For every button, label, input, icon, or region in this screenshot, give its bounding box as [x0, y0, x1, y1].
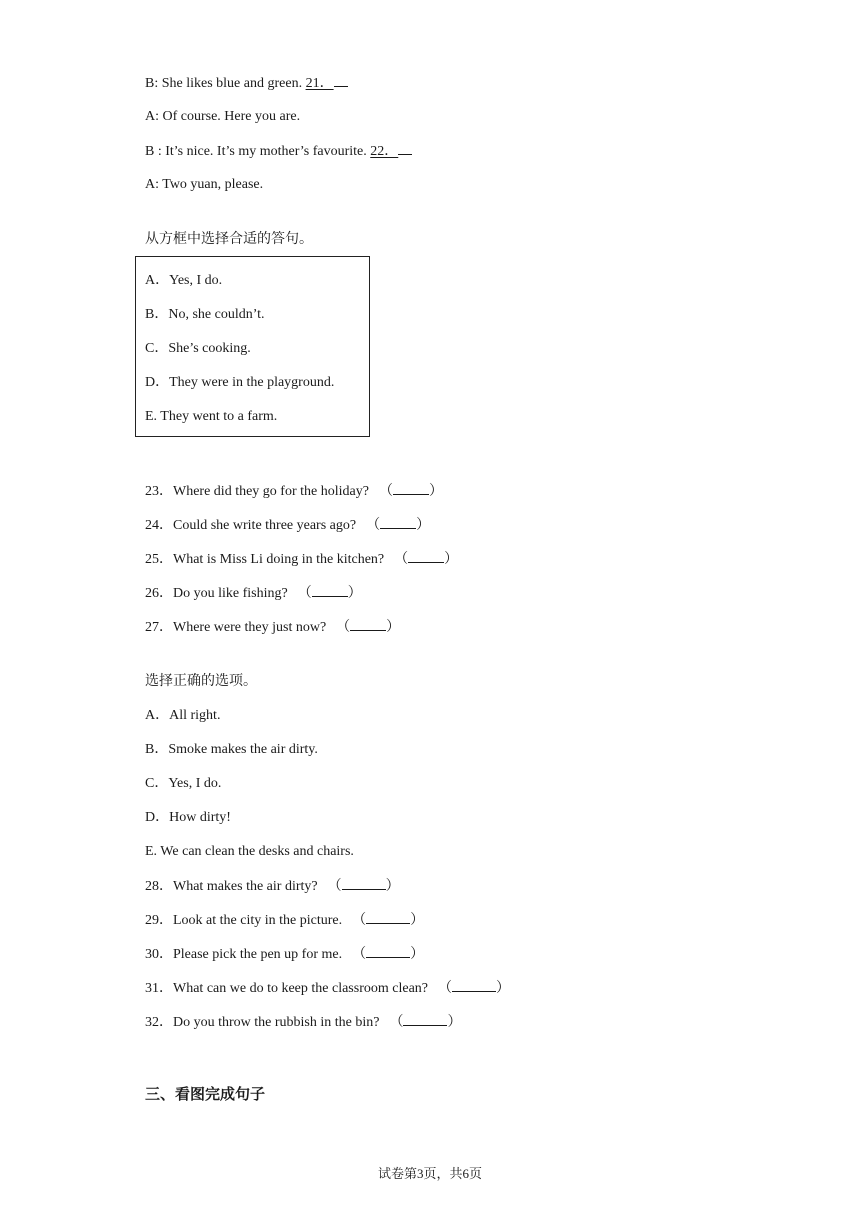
question-32	[145, 1012, 461, 1032]
question-text: 26．Do you like fishing?	[145, 586, 288, 601]
answer-blank-26[interactable]	[312, 583, 348, 597]
paren-close: ）	[386, 620, 401, 635]
question-text: 31．What can we do to keep the classroom clean?	[145, 981, 429, 996]
dialogue-line: A: Of course. Here you are.	[145, 109, 301, 124]
dialogue-line-21	[145, 74, 348, 93]
question-31	[145, 978, 510, 998]
paren-close: ）	[416, 518, 431, 533]
option-a: A．All right.	[145, 708, 221, 723]
paren-close: ）	[385, 879, 400, 894]
question-text: 32．Do you throw the rubbish in the bin?	[145, 1015, 380, 1030]
answer-blank-25[interactable]	[408, 549, 444, 563]
paren-open: （	[352, 947, 367, 962]
paren-close: ）	[428, 484, 443, 499]
paren-open: （	[297, 586, 312, 601]
answer-blank-30[interactable]	[366, 944, 410, 958]
paren-open: （	[438, 981, 453, 996]
question-26	[145, 583, 362, 603]
answer-blank-28[interactable]	[342, 876, 386, 890]
paren-open: （	[389, 1015, 404, 1030]
paren-open: （	[394, 552, 409, 567]
section-a-instruction: 从方框中选择合适的答句。	[145, 232, 313, 247]
option-c: C．She’s cooking.	[145, 341, 251, 356]
paren-close: ）	[410, 947, 425, 962]
section-three-title: 三、看图完成句子	[145, 1085, 266, 1103]
question-text: 29．Look at the city in the picture.	[145, 913, 343, 928]
paren-close: ）	[447, 1015, 462, 1030]
option-d: D．How dirty!	[145, 810, 231, 825]
options-box	[135, 256, 370, 437]
answer-blank-29[interactable]	[366, 910, 410, 924]
paren-close: ）	[496, 981, 511, 996]
answer-blank-21[interactable]: 21．	[305, 76, 334, 91]
option-a: A．Yes, I do.	[145, 273, 223, 288]
answer-blank-22[interactable]: 22．	[370, 144, 399, 159]
paren-open: （	[327, 879, 342, 894]
dialogue-text: B: She likes blue and green.	[145, 76, 306, 91]
dialogue-line-22	[145, 142, 412, 161]
question-text: 25．What is Miss Li doing in the kitchen?	[145, 552, 385, 567]
answer-blank-24[interactable]	[380, 515, 416, 529]
answer-blank-32[interactable]	[403, 1012, 447, 1026]
dialogue-text: B : It’s nice. It’s my mother’s favourite.	[145, 144, 371, 159]
question-text: 28．What makes the air dirty?	[145, 879, 318, 894]
paren-close: ）	[444, 552, 459, 567]
answer-blank-underline	[398, 142, 412, 155]
dialogue-line: A: Two yuan, please.	[145, 177, 264, 192]
question-24	[145, 515, 430, 535]
question-30	[145, 944, 424, 964]
answer-blank-31[interactable]	[452, 978, 496, 992]
question-text: 24．Could she write three years ago?	[145, 518, 357, 533]
paren-open: （	[336, 620, 351, 635]
option-e: E. We can clean the desks and chairs.	[145, 844, 354, 859]
option-d: D．They were in the playground.	[145, 375, 335, 390]
question-text: 30．Please pick the pen up for me.	[145, 947, 343, 962]
answer-blank-underline	[334, 74, 348, 87]
option-b: B．Smoke makes the air dirty.	[145, 742, 318, 757]
answer-blank-27[interactable]	[350, 617, 386, 631]
question-23	[145, 481, 443, 501]
option-e: E. They went to a farm.	[145, 409, 278, 424]
paren-close: ）	[347, 586, 362, 601]
paren-open: （	[378, 484, 393, 499]
question-25	[145, 549, 458, 569]
option-b: B．No, she couldn’t.	[145, 307, 265, 322]
question-27	[145, 617, 400, 637]
question-28	[145, 876, 400, 896]
question-text: 23．Where did they go for the holiday?	[145, 484, 369, 499]
question-text: 27．Where were they just now?	[145, 620, 327, 635]
section-b-instruction: 选择正确的选项。	[145, 674, 257, 689]
paren-close: ）	[410, 913, 425, 928]
paren-open: （	[352, 913, 367, 928]
option-c: C．Yes, I do.	[145, 776, 222, 791]
answer-blank-23[interactable]	[393, 481, 429, 495]
question-29	[145, 910, 424, 930]
paren-open: （	[366, 518, 381, 533]
page-footer: 试卷第3页，共6页	[377, 1166, 482, 1181]
